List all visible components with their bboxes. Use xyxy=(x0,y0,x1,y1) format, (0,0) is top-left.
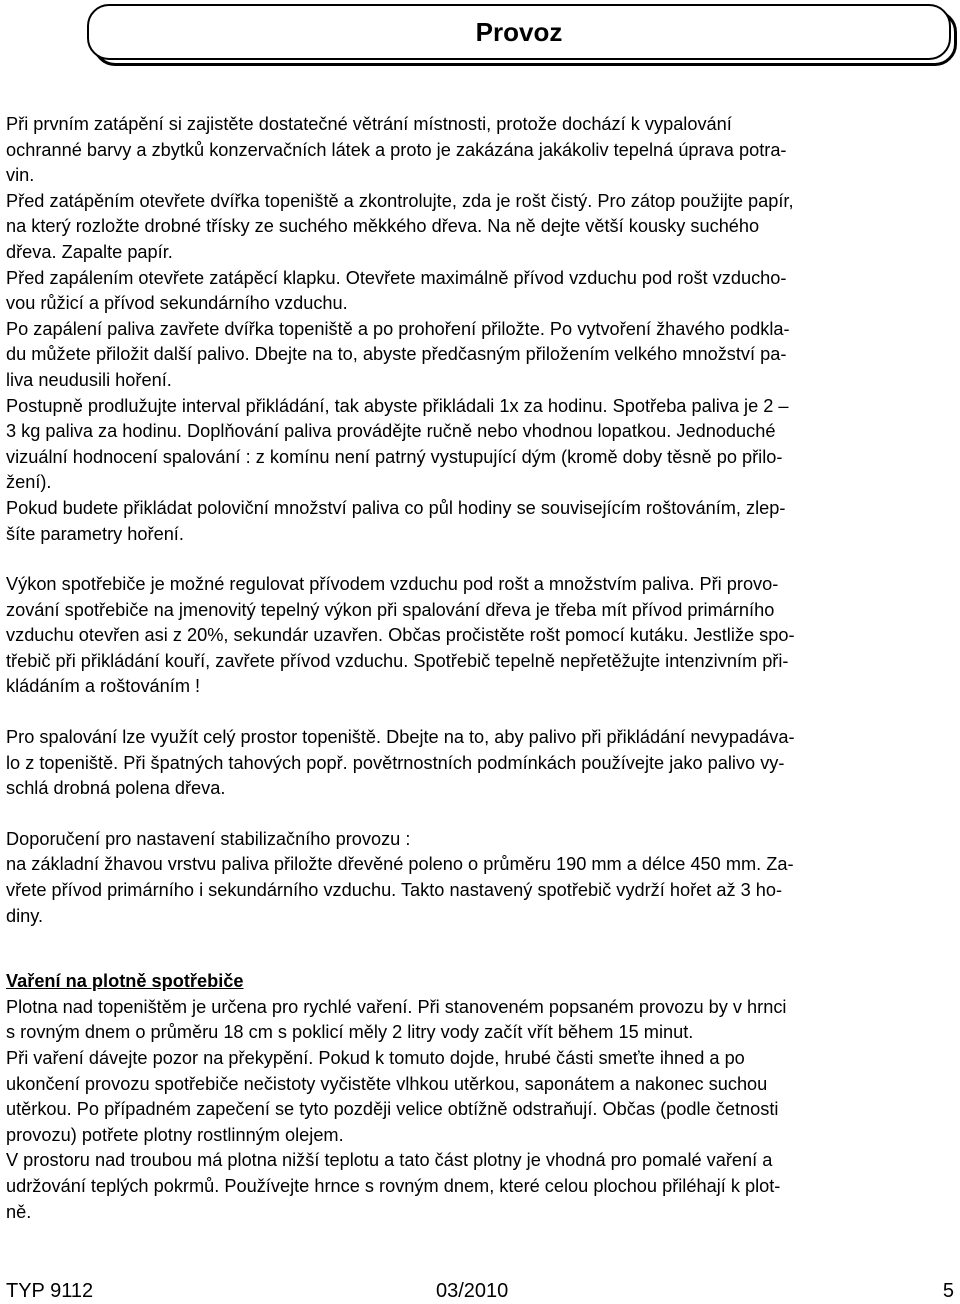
text-line: udržování teplých pokrmů. Používejte hrnce s rovným dnem, které celou plochou přiléhají k plot- xyxy=(6,1175,781,1196)
text-line: s rovným dnem o průměru 18 cm s poklicí měly 2 litry vody začít vřít během 15 minut. xyxy=(6,1022,694,1043)
text-line: dřeva. Zapalte papír. xyxy=(6,241,173,262)
text-line: kládáním a roštováním ! xyxy=(6,676,201,697)
cooking-section xyxy=(6,969,950,1225)
text-line: du můžete přiložit další palivo. Dbejte na to, abyste předčasným přiložením velkého množství pa- xyxy=(6,344,787,365)
text-line: 3 kg paliva za hodinu. Doplňování paliva provádějte ručně nebo vhodnou lopatkou. Jednoduché xyxy=(6,421,776,442)
text-line: utěrkou. Po případném zapečení se tyto později velice obtížně odstraňují. Občas (podle četnosti xyxy=(6,1099,779,1120)
text-line: žení). xyxy=(6,472,52,493)
text-line: šíte parametry hoření. xyxy=(6,523,184,544)
text-line: zování spotřebiče na jmenovitý tepelný výkon při spalování dřeva je třeba mít přívod primárního xyxy=(6,599,775,620)
paragraph-block-2 xyxy=(6,572,950,700)
text-line: vou růžicí a přívod sekundárního vzduchu. xyxy=(6,293,348,314)
paragraph-gap xyxy=(6,802,950,827)
text-line: Výkon spotřebiče je možné regulovat přívodem vzduchu pod rošt a množstvím paliva. Při provo- xyxy=(6,574,779,595)
text-line: ochranné barvy a zbytků konzervačních látek a proto je zakázána jakákoliv tepelná úprava potra- xyxy=(6,139,787,160)
text-line: Doporučení pro nastavení stabilizačního provozu : xyxy=(6,828,411,849)
text-line: diny. xyxy=(6,905,44,926)
paragraph-block-1 xyxy=(6,112,950,547)
text-line: Pokud budete přikládat poloviční množství paliva co půl hodiny se souvisejícím roštováním, zlep- xyxy=(6,497,786,518)
paragraph-gap xyxy=(6,547,950,572)
paragraph-gap xyxy=(6,700,950,725)
text-line: schlá drobná polena dřeva. xyxy=(6,778,226,799)
text-line: Při prvním zatápění si zajistěte dostatečné větrání místnosti, protože dochází k vypalování xyxy=(6,114,732,134)
title-box xyxy=(87,4,951,60)
text-line: třebič při přikládání kouří, zavřete přívod vzduchu. Spotřebič tepelně nepřetěžujte intenzivním při- xyxy=(6,650,789,671)
text-line: Pro spalování lze využít celý prostor topeniště. Dbejte na to, aby palivo při přikládání nevypadáva- xyxy=(6,727,795,748)
text-line: liva neudusili hoření. xyxy=(6,369,172,390)
text-line: vřete přívod primárního i sekundárního vzduchu. Takto nastavený spotřebič vydrží hořet až 3 ho- xyxy=(6,880,783,901)
footer-page-number: 5 xyxy=(942,1280,954,1302)
text-line: Po zapálení paliva zavřete dvířka topeniště a po prohoření přiložte. Po vytvoření žhavého podkla- xyxy=(6,318,790,339)
document-body xyxy=(6,112,950,1225)
text-line: na základní žhavou vrstvu paliva přiložte dřevěné poleno o průměru 190 mm a délce 450 mm. Za- xyxy=(6,854,794,875)
page-title: Provoz xyxy=(475,16,563,47)
text-line: ukončení provozu spotřebiče nečistoty vyčistěte vlhkou utěrkou, saponátem a nakonec suchou xyxy=(6,1073,768,1094)
text-line: na který rozložte drobné třísky ze suchého měkkého dřeva. Na ně dejte větší kousky suchého xyxy=(6,216,760,237)
text-line: vin. xyxy=(6,165,35,186)
text-line: Plotna nad topeništěm je určena pro rychlé vaření. Při stanoveném popsaném provozu by v hrnci xyxy=(6,996,787,1017)
text-line: ně. xyxy=(6,1201,32,1222)
paragraph-block-4 xyxy=(6,827,950,929)
text-line: vzduchu otevřen asi z 20%, sekundár uzavřen. Občas pročistěte rošt pomocí kutáku. Jestliže spo- xyxy=(6,625,795,646)
paragraph-block-3 xyxy=(6,725,950,802)
text-line: Před zapálením otevřete zatápěcí klapku. Otevřete maximálně přívod vzduchu pod rošt vzducho- xyxy=(6,267,787,288)
section-heading: Vaření na plotně spotřebiče xyxy=(6,971,244,992)
footer-date: 03/2010 xyxy=(436,1280,509,1302)
text-line: lo z topeniště. Při špatných tahových popř. povětrnostních podmínkách používejte jako palivo vy- xyxy=(6,752,785,773)
text-line: provozu) potřete plotny rostlinným olejem. xyxy=(6,1124,344,1145)
text-line: V prostoru nad troubou má plotna nižší teplotu a tato část plotny je vhodná pro pomalé vaření a xyxy=(6,1150,773,1171)
text-line: Postupně prodlužujte interval přikládání, tak abyste přikládali 1x za hodinu. Spotřeba paliva je 2 – xyxy=(6,395,789,416)
text-line: vizuální hodnocení spalování : z komínu není patrný vystupující dým (kromě doby těsně po přilo- xyxy=(6,446,783,467)
page-footer xyxy=(6,1280,956,1304)
section-gap xyxy=(6,929,950,969)
text-line: Při vaření dávejte pozor na překypění. Pokud k tomuto dojde, hrubé části smeťte ihned a po xyxy=(6,1048,745,1068)
text-line: Před zatápěním otevřete dvířka topeniště a zkontrolujte, zda je rošt čistý. Pro zátop použijte papír, xyxy=(6,190,794,211)
footer-model: TYP 9112 xyxy=(6,1280,94,1302)
